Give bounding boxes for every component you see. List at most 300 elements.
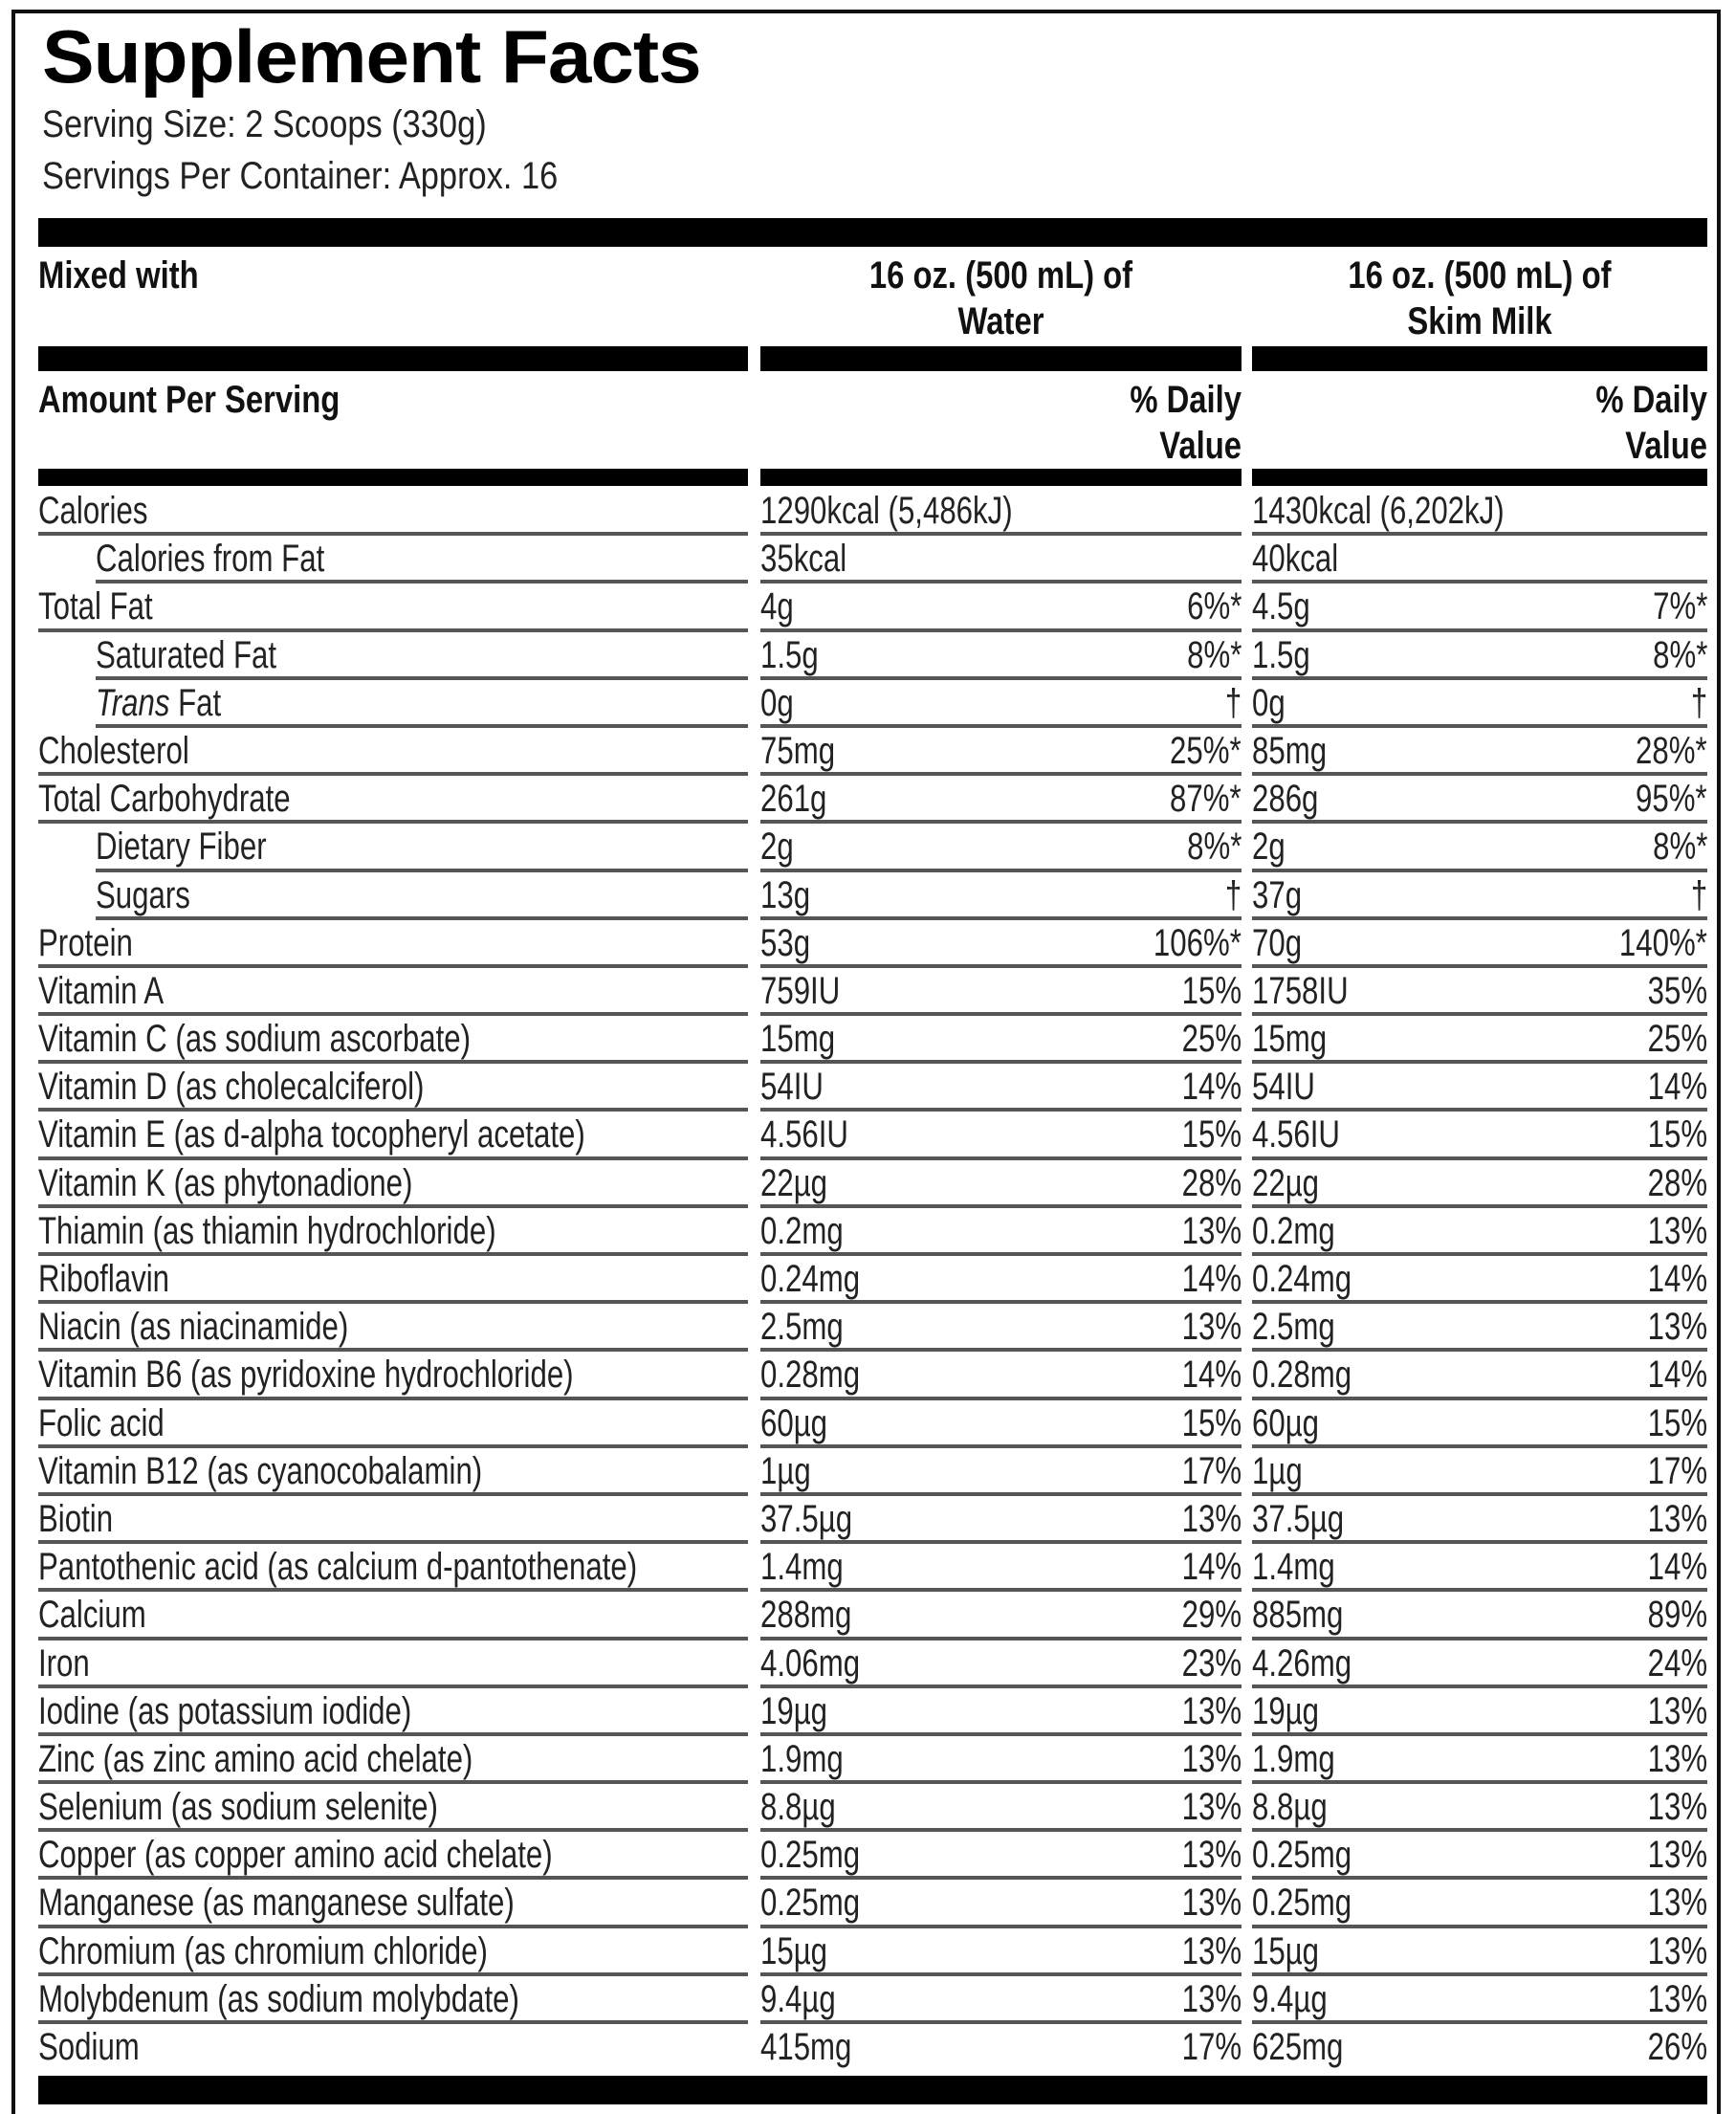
water-amount: 1.9mg [760, 1737, 844, 1780]
nutrient-name: Total Carbohydrate [38, 778, 291, 821]
servings-per-container: Servings Per Container: Approx. 16 [42, 155, 559, 197]
milk-amount: 85mg [1252, 729, 1328, 772]
milk-value-cell [1252, 1976, 1707, 2024]
milk-amount: 1430kcal (6,202kJ) [1252, 490, 1505, 532]
milk-amount: 0g [1252, 681, 1286, 724]
milk-value-cell [1252, 1784, 1707, 1832]
milk-value-cell [1252, 776, 1707, 824]
milk-amount: 4.5g [1252, 585, 1310, 628]
nutrient-name-cell [38, 1304, 748, 1352]
nutrient-name-cell [38, 1976, 748, 2024]
milk-amount: 2g [1252, 826, 1286, 869]
water-value-cell [760, 1544, 1242, 1592]
milk-amount: 0.24mg [1252, 1258, 1352, 1300]
water-value-cell [760, 776, 1242, 824]
water-amount: 2g [760, 826, 794, 869]
water-amount: 415mg [760, 2026, 852, 2068]
water-amount: 4.06mg [760, 1641, 861, 1685]
water-daily-value: 13% [1181, 1306, 1242, 1349]
nutrient-name: Cholesterol [38, 729, 189, 772]
water-amount: 60µg [760, 1401, 828, 1444]
nutrient-name-cell [38, 1208, 748, 1256]
water-daily-value: 8%* [1186, 633, 1242, 676]
water-daily-value: 15% [1181, 1401, 1242, 1444]
milk-amount: 54IU [1252, 1066, 1315, 1109]
milk-value-cell [1252, 1112, 1707, 1159]
water-value-cell [760, 632, 1242, 680]
nutrient-row [0, 1112, 1736, 1159]
milk-daily-value: 13% [1647, 1209, 1707, 1252]
nutrient-row [0, 872, 1736, 920]
water-daily-value: † [1224, 873, 1242, 916]
nutrient-name-cell [38, 1016, 748, 1064]
nutrient-name-cell [38, 1496, 748, 1544]
milk-daily-value: 13% [1647, 1689, 1707, 1732]
water-value-cell [760, 872, 1242, 920]
water-value-cell [760, 680, 1242, 728]
footer-divider-bar [38, 2076, 1707, 2104]
milk-amount: 8.8µg [1252, 1786, 1328, 1829]
nutrient-row [0, 1256, 1736, 1304]
nutrient-name: Total Fat [38, 585, 153, 628]
label-title: Supplement Facts [42, 14, 701, 99]
milk-amount: 19µg [1252, 1689, 1320, 1732]
nutrient-name: Riboflavin [38, 1258, 170, 1300]
milk-value-cell [1252, 920, 1707, 968]
water-value-cell [760, 1736, 1242, 1784]
nutrient-row [0, 1688, 1736, 1736]
milk-amount: 37.5µg [1252, 1497, 1345, 1540]
nutrient-row [0, 680, 1736, 728]
water-value-cell [760, 488, 1242, 536]
nutrient-name: Dietary Fiber [96, 826, 267, 869]
column-divider-bar [760, 346, 1242, 371]
milk-amount: 70g [1252, 921, 1303, 964]
water-amount: 1.4mg [760, 1546, 844, 1589]
nutrient-name-cell [38, 1832, 748, 1880]
water-value-cell [760, 1784, 1242, 1832]
nutrient-name-cell [38, 1736, 748, 1784]
water-daily-value: 13% [1181, 1882, 1242, 1925]
milk-value-cell [1252, 1496, 1707, 1544]
nutrient-row [0, 1208, 1736, 1256]
water-value-cell [760, 1208, 1242, 1256]
nutrient-name: Iodine (as potassium iodide) [38, 1689, 412, 1732]
milk-daily-value: 14% [1647, 1258, 1707, 1300]
milk-amount: 625mg [1252, 2026, 1344, 2068]
nutrient-name-italic: Trans [96, 681, 170, 724]
water-amount: 0.2mg [760, 1209, 844, 1252]
milk-value-cell [1252, 536, 1707, 584]
water-value-cell [760, 1928, 1242, 1976]
nutrient-table [0, 488, 1736, 2072]
water-value-cell [760, 1496, 1242, 1544]
water-daily-value: 17% [1181, 2026, 1242, 2068]
milk-daily-value: 89% [1647, 1594, 1707, 1637]
water-daily-value: 13% [1181, 1497, 1242, 1540]
water-daily-value: 13% [1181, 1737, 1242, 1780]
nutrient-name-cell [38, 1641, 748, 1688]
column-divider-bar [1252, 469, 1707, 486]
nutrient-name: Saturated Fat [96, 633, 277, 676]
water-value-cell [760, 1064, 1242, 1112]
nutrient-row [0, 2024, 1736, 2072]
milk-value-cell [1252, 1352, 1707, 1399]
nutrient-name-cell [96, 536, 748, 584]
water-amount: 37.5µg [760, 1497, 853, 1540]
nutrient-name-cell [38, 2024, 748, 2072]
milk-value-cell [1252, 632, 1707, 680]
nutrient-row [0, 536, 1736, 584]
milk-amount: 37g [1252, 873, 1303, 916]
water-amount: 2.5mg [760, 1306, 844, 1349]
water-amount: 53g [760, 921, 811, 964]
milk-daily-value: 13% [1647, 1306, 1707, 1349]
nutrient-name: Vitamin B6 (as pyridoxine hydrochloride) [38, 1354, 574, 1397]
water-value-cell [760, 728, 1242, 776]
water-amount: 54IU [760, 1066, 824, 1109]
column-divider-bar [38, 346, 748, 371]
milk-amount: 1.5g [1252, 633, 1310, 676]
water-daily-value: 15% [1181, 1113, 1242, 1156]
water-amount: 759IU [760, 969, 841, 1012]
nutrient-name-cell [38, 728, 748, 776]
nutrient-name: Vitamin A [38, 969, 165, 1012]
nutrient-name: Vitamin B12 (as cyanocobalamin) [38, 1449, 483, 1492]
milk-daily-value: 8%* [1652, 633, 1707, 676]
water-value-cell [760, 1641, 1242, 1688]
serving-size: Serving Size: 2 Scoops (330g) [42, 103, 487, 145]
nutrient-row [0, 824, 1736, 871]
milk-daily-value: 35% [1647, 969, 1707, 1012]
nutrient-name: Sodium [38, 2026, 140, 2068]
water-amount: 261g [760, 778, 827, 821]
water-daily-value: 17% [1181, 1449, 1242, 1492]
milk-value-cell [1252, 680, 1707, 728]
water-value-cell [760, 2024, 1242, 2072]
water-value-cell [760, 1160, 1242, 1208]
milk-daily-value: 95%* [1636, 778, 1707, 821]
nutrient-name: Copper (as copper amino acid chelate) [38, 1834, 553, 1877]
water-daily-value-header-line2: Value [1159, 425, 1242, 467]
nutrient-name-cell [38, 1160, 748, 1208]
milk-value-cell [1252, 824, 1707, 871]
nutrient-name-cell [38, 1256, 748, 1304]
nutrient-name-cell [38, 1688, 748, 1736]
water-daily-value: 13% [1181, 1977, 1242, 2020]
milk-daily-value: 15% [1647, 1401, 1707, 1444]
mixed-with-label: Mixed with [38, 254, 199, 297]
water-daily-value: 13% [1181, 1786, 1242, 1829]
nutrient-name: Biotin [38, 1497, 114, 1540]
milk-daily-value: 17% [1647, 1449, 1707, 1492]
water-amount: 0.28mg [760, 1354, 861, 1397]
milk-daily-value: 140%* [1619, 921, 1707, 964]
nutrient-row [0, 920, 1736, 968]
nutrient-row [0, 1064, 1736, 1112]
milk-value-cell [1252, 1064, 1707, 1112]
nutrient-name-cell [38, 488, 748, 536]
water-daily-value: † [1224, 681, 1242, 724]
nutrient-row [0, 1016, 1736, 1064]
nutrient-name: Calcium [38, 1594, 146, 1637]
water-amount: 4.56IU [760, 1113, 848, 1156]
water-value-cell [760, 1352, 1242, 1399]
water-daily-value: 106%* [1154, 921, 1242, 964]
water-daily-value: 13% [1181, 1689, 1242, 1732]
nutrient-row [0, 1976, 1736, 2024]
milk-value-cell [1252, 728, 1707, 776]
water-value-cell [760, 1592, 1242, 1640]
water-amount: 0.24mg [760, 1258, 861, 1300]
water-value-cell [760, 584, 1242, 631]
nutrient-row [0, 584, 1736, 631]
nutrient-name: Calories from Fat [96, 538, 325, 581]
milk-daily-value: 13% [1647, 1497, 1707, 1540]
milk-value-cell [1252, 1304, 1707, 1352]
nutrient-name-cell [38, 1064, 748, 1112]
column-divider-bar [38, 469, 748, 486]
milk-amount: 1758IU [1252, 969, 1349, 1012]
water-daily-value: 14% [1181, 1066, 1242, 1109]
nutrient-row [0, 1880, 1736, 1927]
milk-daily-value: 28%* [1636, 729, 1707, 772]
nutrient-row [0, 632, 1736, 680]
nutrient-row [0, 776, 1736, 824]
water-daily-value: 23% [1181, 1641, 1242, 1685]
milk-daily-value: 14% [1647, 1066, 1707, 1109]
milk-daily-value: 13% [1647, 1929, 1707, 1972]
water-daily-value: 87%* [1170, 778, 1242, 821]
water-value-cell [760, 968, 1242, 1016]
nutrient-name-cell [38, 1592, 748, 1640]
water-amount: 0g [760, 681, 794, 724]
milk-daily-value: 13% [1647, 1834, 1707, 1877]
water-daily-value: 13% [1181, 1834, 1242, 1877]
milk-daily-value: † [1690, 873, 1707, 916]
milk-value-cell [1252, 1592, 1707, 1640]
nutrient-row [0, 1832, 1736, 1880]
milk-daily-value-header-line1: % Daily [1595, 379, 1707, 421]
milk-value-cell [1252, 1736, 1707, 1784]
milk-amount: 1.9mg [1252, 1737, 1335, 1780]
milk-amount: 1.4mg [1252, 1546, 1335, 1589]
milk-value-cell [1252, 1256, 1707, 1304]
water-daily-value: 14% [1181, 1258, 1242, 1300]
water-daily-value: 28% [1181, 1161, 1242, 1204]
nutrient-row [0, 1928, 1736, 1976]
nutrient-name: Thiamin (as thiamin hydrochloride) [38, 1209, 496, 1252]
nutrient-name [96, 682, 221, 724]
water-value-cell [760, 1016, 1242, 1064]
milk-value-cell [1252, 968, 1707, 1016]
water-amount: 1290kcal (5,486kJ) [760, 490, 1013, 532]
milk-amount: 0.2mg [1252, 1209, 1335, 1252]
milk-amount: 22µg [1252, 1161, 1320, 1204]
milk-daily-value-header-line2: Value [1625, 425, 1707, 467]
milk-amount: 0.28mg [1252, 1354, 1352, 1397]
milk-amount: 0.25mg [1252, 1834, 1352, 1877]
milk-daily-value: 7%* [1652, 585, 1707, 628]
milk-value-cell [1252, 1016, 1707, 1064]
milk-value-cell [1252, 2024, 1707, 2072]
nutrient-name: Pantothenic acid (as calcium d-pantothenate) [38, 1546, 638, 1589]
water-value-cell [760, 1688, 1242, 1736]
milk-value-cell [1252, 1641, 1707, 1688]
nutrient-name-rest: Fat [169, 681, 222, 724]
nutrient-name: Vitamin D (as cholecalciferol) [38, 1066, 425, 1109]
water-amount: 9.4µg [760, 1977, 836, 2020]
water-amount: 22µg [760, 1161, 828, 1204]
milk-value-cell [1252, 1688, 1707, 1736]
milk-daily-value: 25% [1647, 1018, 1707, 1061]
water-daily-value: 25% [1181, 1018, 1242, 1061]
milk-value-cell [1252, 1400, 1707, 1448]
nutrient-name: Selenium (as sodium selenite) [38, 1786, 438, 1829]
nutrient-name: Iron [38, 1641, 90, 1685]
milk-value-cell [1252, 1928, 1707, 1976]
header-divider-bar [38, 218, 1707, 247]
water-amount: 4g [760, 585, 794, 628]
milk-daily-value: 13% [1647, 1737, 1707, 1780]
milk-value-cell [1252, 872, 1707, 920]
water-column-header-line1: 16 oz. (500 mL) of [868, 254, 1133, 297]
nutrient-name-cell [38, 1352, 748, 1399]
water-value-cell [760, 1400, 1242, 1448]
water-value-cell [760, 920, 1242, 968]
milk-daily-value: 14% [1647, 1354, 1707, 1397]
nutrient-name-cell [38, 1544, 748, 1592]
milk-value-cell [1252, 1832, 1707, 1880]
water-daily-value: 13% [1181, 1209, 1242, 1252]
milk-amount: 1µg [1252, 1449, 1303, 1492]
water-daily-value: 14% [1181, 1546, 1242, 1589]
nutrient-name: Chromium (as chromium chloride) [38, 1929, 488, 1972]
nutrient-name-cell [38, 584, 748, 631]
nutrient-row [0, 1400, 1736, 1448]
water-daily-value: 29% [1181, 1594, 1242, 1637]
water-amount: 19µg [760, 1689, 828, 1732]
milk-daily-value: 28% [1647, 1161, 1707, 1204]
nutrient-name: Manganese (as manganese sulfate) [38, 1882, 515, 1925]
water-value-cell [760, 1448, 1242, 1496]
nutrient-name-cell [38, 920, 748, 968]
milk-amount: 40kcal [1252, 538, 1339, 581]
water-amount: 8.8µg [760, 1786, 836, 1829]
milk-daily-value: 26% [1647, 2026, 1707, 2068]
milk-value-cell [1252, 1544, 1707, 1592]
nutrient-name: Folic acid [38, 1401, 165, 1444]
milk-daily-value: 15% [1647, 1113, 1707, 1156]
water-amount: 35kcal [760, 538, 847, 581]
milk-value-cell [1252, 1880, 1707, 1927]
nutrient-row [0, 1544, 1736, 1592]
milk-value-cell [1252, 1208, 1707, 1256]
nutrient-row [0, 1304, 1736, 1352]
milk-amount: 0.25mg [1252, 1882, 1352, 1925]
milk-value-cell [1252, 1160, 1707, 1208]
nutrient-name: Vitamin C (as sodium ascorbate) [38, 1018, 472, 1061]
water-daily-value: 6%* [1186, 585, 1242, 628]
nutrient-row [0, 1448, 1736, 1496]
water-daily-value: 25%* [1170, 729, 1242, 772]
milk-value-cell [1252, 1448, 1707, 1496]
water-value-cell [760, 1976, 1242, 2024]
milk-daily-value: † [1690, 681, 1707, 724]
water-value-cell [760, 536, 1242, 584]
water-value-cell [760, 1256, 1242, 1304]
column-divider-bar [760, 469, 1242, 486]
nutrient-name-cell [96, 872, 748, 920]
nutrient-name-cell [38, 968, 748, 1016]
nutrient-name-cell [38, 1112, 748, 1159]
water-amount: 15µg [760, 1929, 828, 1972]
water-value-cell [760, 1304, 1242, 1352]
nutrient-row [0, 728, 1736, 776]
milk-amount: 4.26mg [1252, 1641, 1352, 1685]
nutrient-row [0, 968, 1736, 1016]
milk-column-header-line2: Skim Milk [1407, 300, 1552, 342]
water-daily-value-header-line1: % Daily [1130, 379, 1242, 421]
milk-amount: 286g [1252, 778, 1319, 821]
milk-amount: 9.4µg [1252, 1977, 1328, 2020]
nutrient-row [0, 488, 1736, 536]
nutrient-name: Zinc (as zinc amino acid chelate) [38, 1737, 473, 1780]
milk-daily-value: 24% [1647, 1641, 1707, 1685]
milk-daily-value: 13% [1647, 1786, 1707, 1829]
water-value-cell [760, 824, 1242, 871]
milk-amount: 60µg [1252, 1401, 1320, 1444]
milk-amount: 15µg [1252, 1929, 1320, 1972]
column-divider-bar [1252, 346, 1707, 371]
nutrient-row [0, 1736, 1736, 1784]
water-amount: 0.25mg [760, 1882, 861, 1925]
water-column-header-line2: Water [957, 300, 1044, 342]
nutrient-name-cell [38, 1784, 748, 1832]
milk-amount: 885mg [1252, 1594, 1344, 1637]
milk-daily-value: 8%* [1652, 826, 1707, 869]
milk-daily-value: 13% [1647, 1977, 1707, 2020]
nutrient-name: Sugars [96, 873, 190, 916]
nutrient-name: Niacin (as niacinamide) [38, 1306, 349, 1349]
nutrient-row [0, 1784, 1736, 1832]
nutrient-row [0, 1592, 1736, 1640]
water-value-cell [760, 1112, 1242, 1159]
milk-daily-value: 14% [1647, 1546, 1707, 1589]
nutrient-name: Protein [38, 921, 133, 964]
nutrient-row [0, 1160, 1736, 1208]
nutrient-name-cell [96, 632, 748, 680]
nutrient-row [0, 1352, 1736, 1399]
nutrient-name: Molybdenum (as sodium molybdate) [38, 1977, 519, 2020]
nutrient-name-cell [96, 680, 748, 728]
water-value-cell [760, 1832, 1242, 1880]
water-value-cell [760, 1880, 1242, 1927]
nutrient-name: Vitamin E (as d-alpha tocopheryl acetate) [38, 1113, 585, 1156]
nutrient-name-cell [96, 824, 748, 871]
water-amount: 1.5g [760, 633, 819, 676]
water-daily-value: 15% [1181, 969, 1242, 1012]
water-amount: 0.25mg [760, 1834, 861, 1877]
water-amount: 1µg [760, 1449, 811, 1492]
milk-amount: 15mg [1252, 1018, 1328, 1061]
nutrient-name-cell [38, 1448, 748, 1496]
water-amount: 288mg [760, 1594, 852, 1637]
milk-value-cell [1252, 584, 1707, 631]
nutrient-name-cell [38, 1880, 748, 1927]
water-amount: 75mg [760, 729, 836, 772]
milk-daily-value: 13% [1647, 1882, 1707, 1925]
